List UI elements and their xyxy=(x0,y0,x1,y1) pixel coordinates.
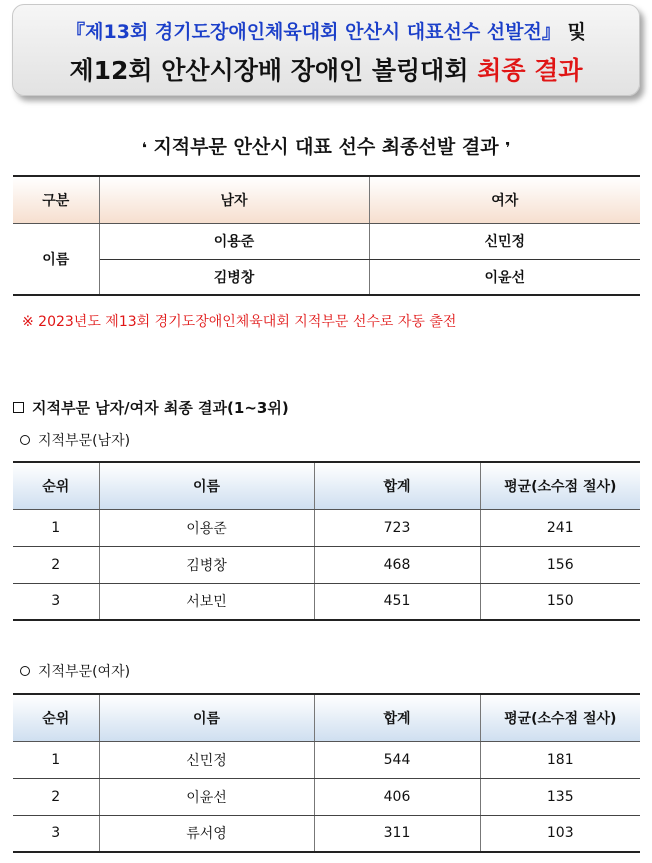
header-rank: 순위 xyxy=(13,462,99,509)
selection-table xyxy=(13,175,640,296)
header-category: 구분 xyxy=(13,176,99,223)
header-average: 평균(소수점 절사) xyxy=(480,462,640,509)
total-cell: 451 xyxy=(314,583,480,620)
rank-cell: 2 xyxy=(13,778,99,815)
event-title: 제13회 경기도장애인체육대회 안산시 대표선수 선발전 xyxy=(85,21,542,43)
results-heading-text: 지적부문 남자/여자 최종 결과(1~3위) xyxy=(32,399,289,417)
male-heading-text: 지적부문(남자) xyxy=(38,433,131,449)
average-cell: 103 xyxy=(480,815,640,852)
bracket-close: 』 xyxy=(541,21,561,43)
rank-cell: 3 xyxy=(13,583,99,620)
female-heading-text: 지적부문(여자) xyxy=(38,664,131,680)
header-male: 남자 xyxy=(99,176,369,223)
results-heading xyxy=(13,397,289,418)
selected-male-2: 김병창 xyxy=(99,259,369,295)
total-cell: 723 xyxy=(314,509,480,546)
selection-header-row xyxy=(13,176,640,223)
tournament-title: 제12회 안산시장배 장애인 볼링대회 xyxy=(69,56,478,85)
selected-female-1: 신민정 xyxy=(369,223,640,259)
quote-ornament-left-icon: ❛ xyxy=(141,139,147,157)
male-results-heading xyxy=(20,430,130,450)
name-cell: 이윤선 xyxy=(99,778,314,815)
total-cell: 311 xyxy=(314,815,480,852)
table-row xyxy=(13,259,640,295)
table-row xyxy=(13,223,640,259)
table-row xyxy=(13,509,640,546)
table-row xyxy=(13,815,640,852)
checkbox-square-icon xyxy=(13,402,24,413)
header-average: 평균(소수점 절사) xyxy=(480,694,640,741)
table-row xyxy=(13,583,640,620)
total-cell: 468 xyxy=(314,546,480,583)
conjunction: 및 xyxy=(560,21,586,43)
male-results-table xyxy=(13,461,640,621)
selection-title-text: 지적부문 안산시 대표 선수 최종선발 결과 xyxy=(153,136,499,158)
table-row xyxy=(13,546,640,583)
table-row xyxy=(13,778,640,815)
header-name: 이름 xyxy=(99,462,314,509)
rank-cell: 3 xyxy=(13,815,99,852)
bracket-open: 『 xyxy=(66,21,86,43)
name-cell: 김병창 xyxy=(99,546,314,583)
circle-bullet-icon xyxy=(20,666,30,676)
average-cell: 135 xyxy=(480,778,640,815)
female-results-table xyxy=(13,693,640,853)
header-name: 이름 xyxy=(99,694,314,741)
average-cell: 181 xyxy=(480,741,640,778)
name-cell: 서보민 xyxy=(99,583,314,620)
row-label-name: 이름 xyxy=(13,223,99,295)
final-result-label: 최종 결과 xyxy=(477,56,583,85)
circle-bullet-icon xyxy=(20,435,30,445)
female-results-heading xyxy=(20,661,130,681)
header-total: 합계 xyxy=(314,462,480,509)
banner-title-line1 xyxy=(13,17,639,44)
average-cell: 150 xyxy=(480,583,640,620)
name-cell: 류서영 xyxy=(99,815,314,852)
header-female: 여자 xyxy=(369,176,640,223)
name-cell: 신민정 xyxy=(99,741,314,778)
female-header-row xyxy=(13,694,640,741)
rank-cell: 2 xyxy=(13,546,99,583)
average-cell: 156 xyxy=(480,546,640,583)
header-rank: 순위 xyxy=(13,694,99,741)
average-cell: 241 xyxy=(480,509,640,546)
male-header-row xyxy=(13,462,640,509)
total-cell: 544 xyxy=(314,741,480,778)
banner-title-line2 xyxy=(13,51,639,87)
rank-cell: 1 xyxy=(13,509,99,546)
table-row xyxy=(13,741,640,778)
name-cell: 이용준 xyxy=(99,509,314,546)
header-total: 합계 xyxy=(314,694,480,741)
selected-male-1: 이용준 xyxy=(99,223,369,259)
quote-ornament-right-icon: ❜ xyxy=(505,139,511,157)
selection-section-title xyxy=(0,132,652,159)
selected-female-2: 이윤선 xyxy=(369,259,640,295)
auto-entry-note: ※ 2023년도 제13회 경기도장애인체육대회 지적부문 선수로 자동 출전 xyxy=(22,314,457,330)
rank-cell: 1 xyxy=(13,741,99,778)
title-banner xyxy=(12,4,640,96)
total-cell: 406 xyxy=(314,778,480,815)
